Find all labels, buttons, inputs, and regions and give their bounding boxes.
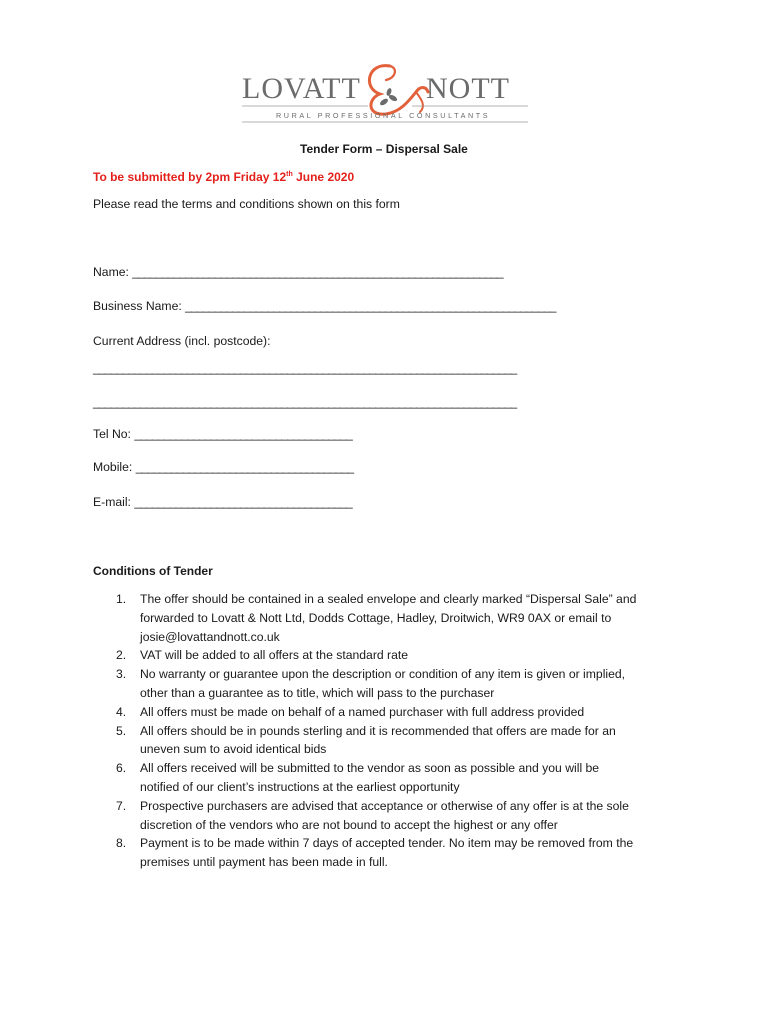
name-blank-line[interactable]: _______________________________________________________________ bbox=[132, 265, 503, 279]
address-blank-line-1[interactable]: ________________________________________________________________________ bbox=[93, 361, 517, 375]
email-blank-line[interactable]: _____________________________________ bbox=[134, 495, 352, 509]
condition-item bbox=[93, 590, 693, 646]
condition-text-line: other than a guarantee as to title, which will pass to the purchaser bbox=[140, 685, 495, 700]
logo-tagline: RURAL PROFESSIONAL CONSULTANTS bbox=[276, 111, 491, 120]
tel-blank-line[interactable]: _____________________________________ bbox=[134, 427, 352, 441]
condition-text-line: uneven sum to avoid identical bids bbox=[140, 742, 327, 757]
condition-text-line: forwarded to Lovatt & Nott Ltd, Dodds Cottage, Hadley, Droitwich, WR9 0AX or email to bbox=[140, 610, 612, 625]
intro-text: Please read the terms and conditions shown on this form bbox=[93, 197, 400, 211]
condition-number: 8. bbox=[116, 836, 127, 851]
business-name-label: Business Name: bbox=[93, 299, 186, 313]
condition-number: 3. bbox=[116, 667, 127, 682]
condition-item bbox=[93, 759, 693, 797]
tel-field[interactable] bbox=[93, 427, 352, 442]
condition-text-line: All offers must be made on behalf of a named purchaser with full address provided bbox=[140, 704, 585, 719]
condition-text-line: Prospective purchasers are advised that acceptance or otherwise of any offer is at the sole bbox=[140, 798, 629, 813]
condition-number: 2. bbox=[116, 648, 127, 663]
deadline-ordinal: th bbox=[286, 171, 293, 178]
mobile-blank-line[interactable]: _____________________________________ bbox=[135, 460, 354, 474]
mobile-field[interactable] bbox=[93, 460, 353, 475]
name-label: Name: bbox=[93, 265, 133, 279]
condition-text-line: All offers should be in pounds sterling and it is recommended that offers are made for an bbox=[140, 723, 616, 738]
condition-item bbox=[93, 703, 693, 722]
address-label: Current Address (incl. postcode): bbox=[93, 334, 271, 348]
condition-number: 7. bbox=[116, 798, 127, 813]
company-logo bbox=[240, 58, 530, 124]
tel-label: Tel No: bbox=[93, 427, 135, 441]
submission-deadline bbox=[93, 170, 354, 185]
condition-item bbox=[93, 722, 693, 760]
condition-text-line: discretion of the vendors who are not bound to accept the highest or any offer bbox=[140, 817, 558, 832]
condition-number: 5. bbox=[116, 723, 127, 738]
condition-number: 6. bbox=[116, 761, 127, 776]
condition-item bbox=[93, 646, 693, 665]
conditions-list bbox=[93, 590, 693, 872]
address-field-line-1[interactable] bbox=[93, 361, 516, 376]
logo-graphic bbox=[240, 58, 530, 124]
conditions-heading: Conditions of Tender bbox=[93, 564, 213, 578]
name-field[interactable] bbox=[93, 265, 503, 280]
condition-text-line: notified of our client’s instructions at the earliest opportunity bbox=[140, 779, 460, 794]
condition-number: 1. bbox=[116, 592, 127, 606]
address-field-line-2[interactable] bbox=[93, 395, 516, 410]
business-name-blank-line[interactable]: _______________________________________________________________ bbox=[185, 299, 556, 313]
logo-left-word: LOVATT bbox=[242, 72, 361, 105]
address-blank-line-2[interactable]: ________________________________________________________________________ bbox=[93, 395, 517, 409]
mobile-label: Mobile: bbox=[93, 460, 136, 474]
condition-text-line: josie@lovattandnott.co.uk bbox=[140, 629, 280, 644]
ampersand-flourish-icon bbox=[369, 66, 428, 115]
business-name-field[interactable] bbox=[93, 299, 555, 314]
condition-number: 4. bbox=[116, 704, 127, 719]
condition-item bbox=[93, 665, 693, 703]
condition-text-line: Payment is to be made within 7 days of accepted tender. No item may be removed from the bbox=[140, 836, 634, 851]
email-label: E-mail: bbox=[93, 495, 135, 509]
condition-text-line: The offer should be contained in a sealed envelope and clearly marked “Dispersal Sale” and bbox=[140, 592, 637, 606]
condition-item bbox=[93, 834, 693, 872]
deadline-prefix: To be submitted by 2pm Friday 12 bbox=[93, 170, 287, 184]
deadline-suffix: June 2020 bbox=[292, 170, 355, 184]
form-title: Tender Form – Dispersal Sale bbox=[300, 142, 468, 156]
condition-item bbox=[93, 797, 693, 835]
email-field[interactable] bbox=[93, 495, 352, 510]
condition-text-line: VAT will be added to all offers at the standard rate bbox=[140, 648, 409, 663]
logo-right-word: NOTT bbox=[426, 72, 510, 105]
condition-text-line: No warranty or guarantee upon the description or condition of any item is given or implied, bbox=[140, 667, 626, 682]
condition-text-line: premises until payment has been made in full. bbox=[140, 855, 388, 870]
condition-text-line: All offers received will be submitted to the vendor as soon as possible and you will be bbox=[140, 761, 600, 776]
